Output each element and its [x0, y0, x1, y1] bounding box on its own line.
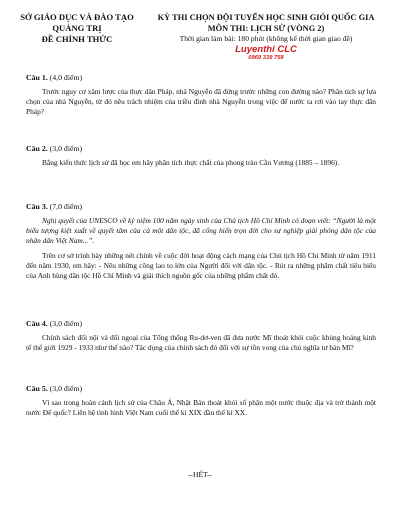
question-points: (3,0 điểm) [49, 384, 83, 393]
time-note: Thời gian làm bài: 180 phút (không kể thời gian giao đề) [179, 34, 353, 43]
question-3 [26, 202, 376, 281]
question-text: Vì sao trong hoàn cảnh lịch sử của Châu Á, Nhật Bản thoát khỏi số phận một nước thuộc địa và trở thành một nước Đế quốc? Liên hệ tình hình Việt Nam cuối thế kỉ XIX đầu thế kỉ XX. [26, 398, 376, 418]
question-label: Câu 1. [26, 73, 48, 82]
question-label: Câu 3. [26, 202, 48, 211]
question-5 [26, 384, 376, 418]
question-title [26, 319, 376, 329]
question-text: Bằng kiến thức lịch sử đã học em hãy phân tích thực chất của phong trào Cần Vương (1885 – 1896). [42, 158, 340, 167]
question-title [26, 144, 376, 154]
question-points: (4,0 điểm) [49, 73, 83, 82]
province-name: QUẢNG TRỊ [52, 23, 102, 33]
exam-title: KỲ THI CHỌN ĐỘI TUYỂN HỌC SINH GIỎI QUỐC GIA [157, 13, 375, 22]
question-title [26, 73, 376, 83]
question-label: Câu 4. [26, 319, 48, 328]
question-points: (7,0 điểm) [49, 202, 83, 211]
question-points: (3,0 điểm) [49, 319, 83, 328]
department-name: SỞ GIÁO DỤC VÀ ĐÀO TẠO [20, 12, 134, 22]
question-2 [26, 144, 376, 168]
question-4 [26, 319, 376, 353]
brand-watermark: Luyenthi CLC [235, 44, 297, 55]
question-1 [26, 73, 376, 118]
official-exam-label: ĐỀ CHÍNH THỨC [41, 34, 113, 44]
end-mark: --HẾT-- [187, 470, 213, 479]
question-text: Chính sách đối nội và đối ngoại của Tổng thống Ru-dơ-ven đã đưa nước Mĩ thoát khỏi cuộc khủng hoảng kinh tế thế giới 1929 - 1933 như thế nào? Tác dụng của chính sách đó đối với sự tồn vong của chủ nghĩa tư bản Mĩ? [26, 333, 376, 353]
question-text: Trên cơ sở trình bày những nét chính về cuộc đời hoạt động cách mạng của Chủ tịch Hồ Chí Minh từ năm 1911 đến năm 1930, em hãy: - Nêu những công lao to lớn của Người đối với dân tộc. - Rút ra những phẩm chất tiêu biểu của Anh hùng dân tộc Hồ Chí Minh và giải thích nguồn gốc của những phẩm chất đó. [26, 250, 376, 281]
question-title [26, 202, 376, 212]
question-label: Câu 5. [26, 384, 48, 393]
subject-title: MÔN THI: LỊCH SỬ (VÒNG 2) [207, 24, 325, 33]
issuer-block [18, 12, 136, 45]
question-title [26, 384, 376, 394]
question-points: (3,0 điểm) [49, 144, 83, 153]
unesco-quote: Nghị quyết của UNESCO về kỷ niệm 100 năm ngày sinh của Chủ tịch Hồ Chí Minh có đoạn viết: “Người là một biểu tượng kiệt xuất về quyết tâm của cả một dân tộc, đã cống hiến trọn đời cho sự nghiệp giải phóng dân tộc của nhân dân Việt Nam...”. [26, 216, 376, 246]
brand-phone: 0969 339 758 [248, 55, 284, 61]
question-label: Câu 2. [26, 144, 48, 153]
exam-title-block [150, 12, 382, 62]
question-text: Trước nguy cơ xâm lược của thực dân Pháp, nhà Nguyễn đã đứng trước những con đường nào? Phân tích sự lựa chọn của nhà Nguyễn, từ đó nêu trách nhiệm của triều đình nhà Nguyễn trong việc để nước ta rơi vào tay thực dân Pháp? [26, 87, 376, 117]
